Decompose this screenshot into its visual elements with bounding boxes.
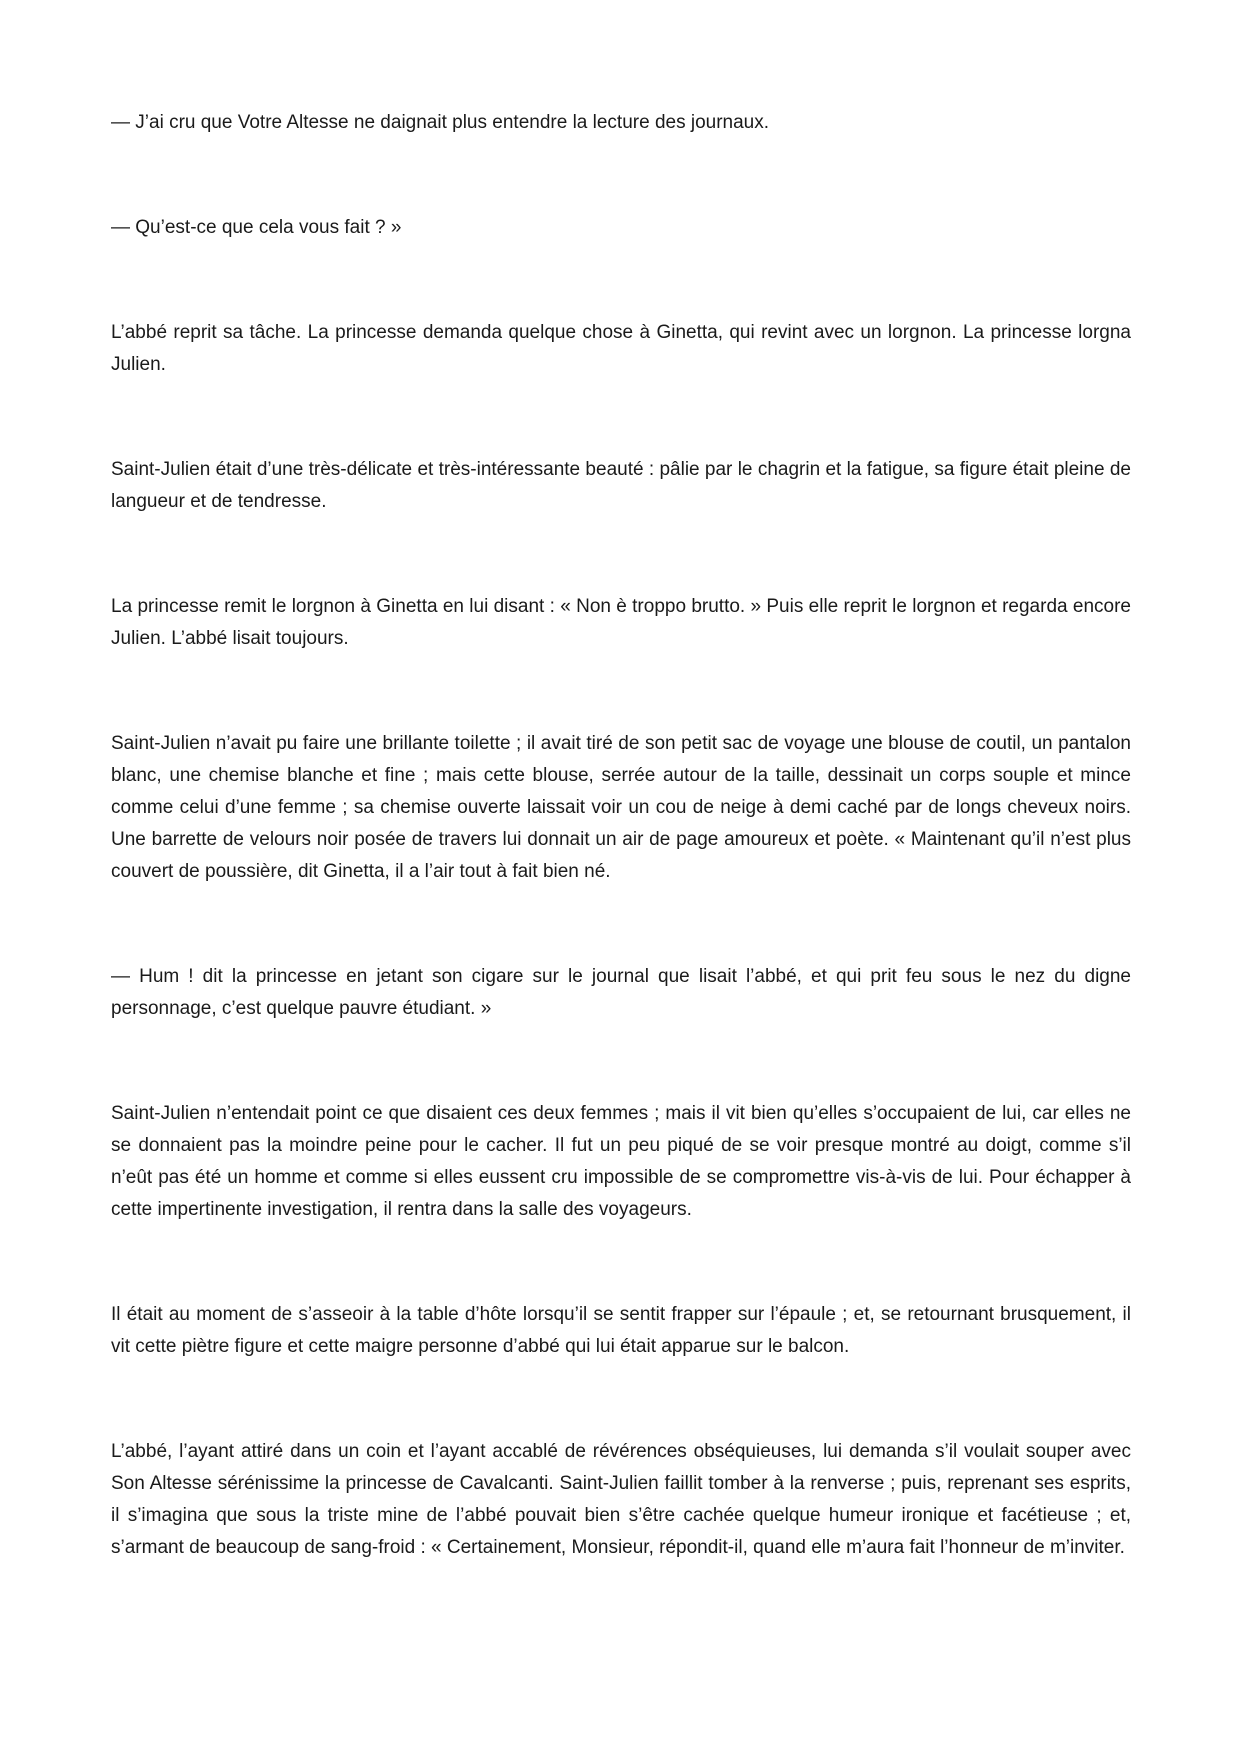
document-page	[111, 107, 1131, 1564]
paragraph-4: Saint-Julien était d’une très-délicate et très-intéressante beauté : pâlie par le chagrin et la fatigue, sa figure était pleine de langueur et de tendresse.	[111, 459, 1131, 512]
paragraph-7: — Hum ! dit la princesse en jetant son cigare sur le journal que lisait l’abbé, et qui prit feu sous le nez du digne personnage, c’est quelque pauvre étudiant. »	[111, 966, 1131, 1019]
paragraph-8: Saint-Julien n’entendait point ce que disaient ces deux femmes ; mais il vit bien qu’elles s’occupaient de lui, car elles ne se donnaient pas la moindre peine pour le cacher. Il fut un peu piqué de se voir presque montré au doigt, comme s’il n’eût pas été un homme et comme si elles eussent cru impossible de se compromettre vis-à-vis de lui. Pour échapper à cette impertinente investigation, il rentra dans la salle des voyageurs.	[111, 1103, 1131, 1220]
paragraph-1: — J’ai cru que Votre Altesse ne daignait plus entendre la lecture des journaux.	[111, 112, 770, 133]
paragraph-9: Il était au moment de s’asseoir à la table d’hôte lorsqu’il se sentit frapper sur l’épaule ; et, se retournant brusquement, il vit cette piètre figure et cette maigre personne d’abbé qui lui était apparue sur le balcon.	[111, 1304, 1131, 1357]
paragraph-5: La princesse remit le lorgnon à Ginetta en lui disant : « Non è troppo brutto. » Puis elle reprit le lorgnon et regarda encore Julien. L’abbé lisait toujours.	[111, 596, 1131, 649]
paragraph-6: Saint-Julien n’avait pu faire une brillante toilette ; il avait tiré de son petit sac de voyage une blouse de coutil, un pantalon blanc, une chemise blanche et fine ; mais cette blouse, serrée autour de la taille, dessinait un corps souple et mince comme celui d’une femme ; sa chemise ouverte laissait voir un cou de neige à demi caché par de longs cheveux noirs. Une barrette de velours noir posée de travers lui donnait un air de page amoureux et poète. « Maintenant qu’il n’est plus couvert de poussière, dit Ginetta, il a l’air tout à fait bien né.	[111, 733, 1131, 882]
paragraph-10: L’abbé, l’ayant attiré dans un coin et l’ayant accablé de révérences obséquieuses, lui demanda s’il voulait souper avec Son Altesse sérénissime la princesse de Cavalcanti. Saint-Julien faillit tomber à la renverse ; puis, reprenant ses esprits, il s’imagina que sous la triste mine de l’abbé pouvait bien s’être cachée quelque humeur ironique et facétieuse ; et, s’armant de beaucoup de sang-froid : « Certainement, Monsieur, répondit-il, quand elle m’aura fait l’honneur de m’inviter.	[111, 1441, 1131, 1558]
paragraph-2: — Qu’est-ce que cela vous fait ? »	[111, 217, 402, 238]
paragraph-3: L’abbé reprit sa tâche. La princesse demanda quelque chose à Ginetta, qui revint avec un lorgnon. La princesse lorgna Julien.	[111, 322, 1131, 375]
